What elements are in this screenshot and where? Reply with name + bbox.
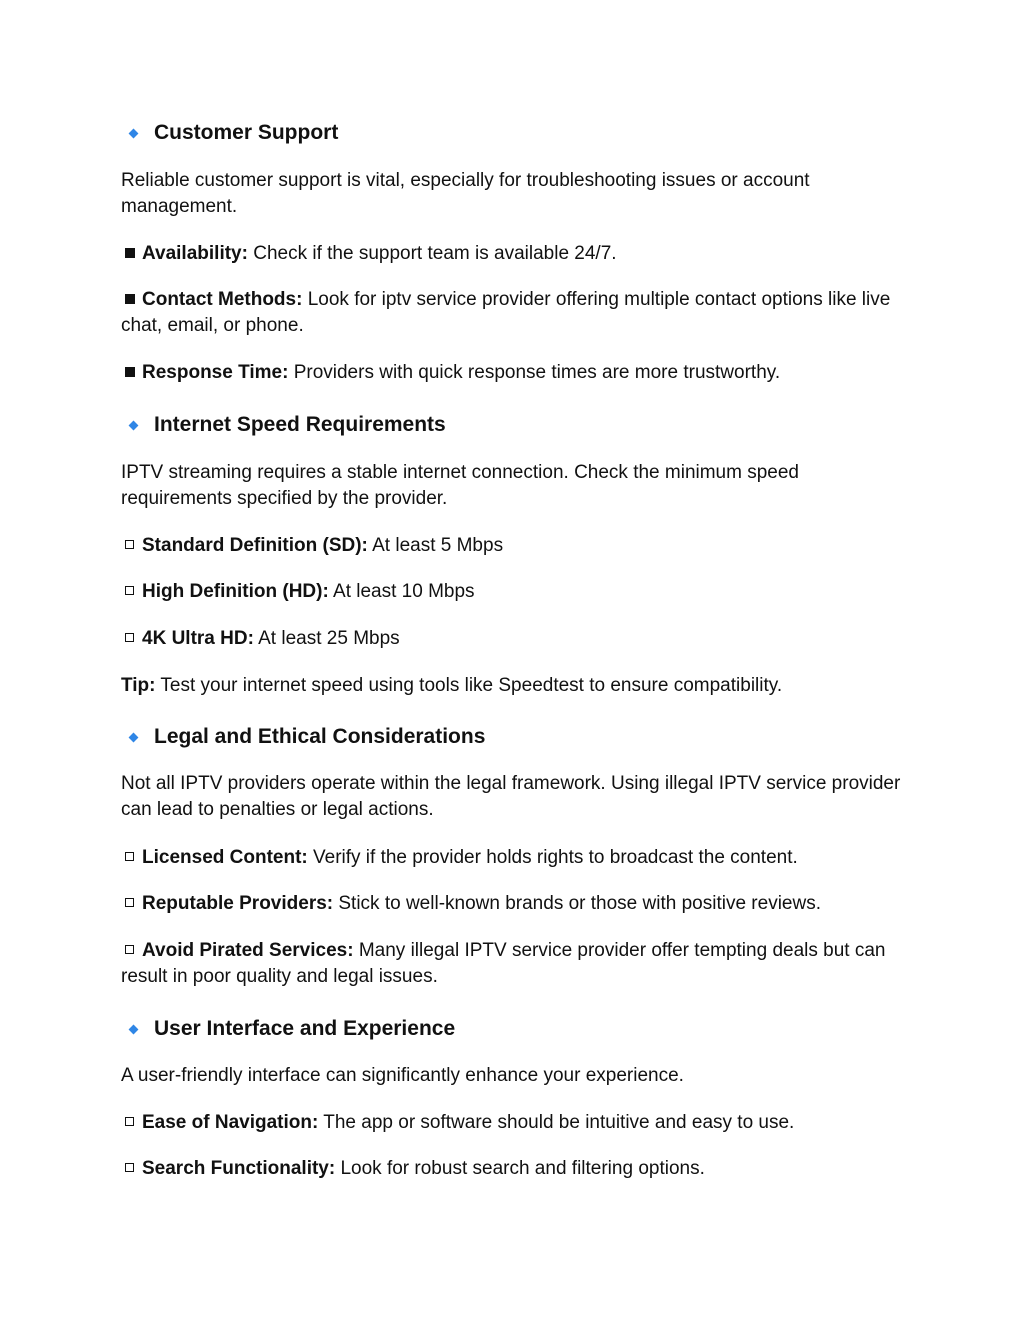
section-heading-customer-support — [128, 120, 918, 146]
diamond-icon — [129, 1024, 139, 1034]
list-item — [121, 626, 911, 652]
list-item — [121, 891, 911, 917]
item-label: Response Time: — [142, 362, 289, 383]
list-item — [121, 360, 911, 386]
list-item — [121, 287, 911, 339]
section-heading-internet-speed — [128, 412, 918, 438]
list-item — [121, 1156, 911, 1182]
heading-text: User Interface and Experience — [154, 1017, 456, 1040]
item-label: Ease of Navigation: — [142, 1112, 319, 1133]
item-text: Providers with quick response times are more trustworthy. — [288, 362, 781, 383]
list-item — [121, 579, 911, 605]
hollow-square-bullet-icon — [125, 633, 134, 642]
item-text: At least 5 Mbps — [367, 535, 504, 556]
item-label: Avoid Pirated Services: — [142, 940, 354, 961]
item-label: Search Functionality: — [142, 1158, 336, 1179]
hollow-square-bullet-icon — [125, 945, 134, 954]
section-intro: Reliable customer support is vital, especially for troubleshooting issues or account management. — [121, 170, 810, 217]
item-text: Check if the support team is available 24/7. — [247, 243, 617, 264]
list-item — [121, 938, 911, 990]
item-label: High Definition (HD): — [142, 581, 329, 602]
filled-square-bullet-icon — [125, 248, 135, 258]
item-label: 4K Ultra HD: — [142, 628, 254, 649]
list-item — [121, 533, 911, 559]
section-intro: Not all IPTV providers operate within the legal framework. Using illegal IPTV service provider can lead to penalties or legal actions. — [121, 773, 901, 820]
list-item — [121, 241, 911, 267]
item-text: The app or software should be intuitive and easy to use. — [318, 1112, 795, 1133]
item-label: Standard Definition (SD): — [142, 535, 368, 556]
hollow-square-bullet-icon — [125, 586, 134, 595]
hollow-square-bullet-icon — [125, 898, 134, 907]
hollow-square-bullet-icon — [125, 852, 134, 861]
diamond-icon — [129, 128, 139, 138]
heading-text: Legal and Ethical Considerations — [154, 725, 486, 748]
hollow-square-bullet-icon — [125, 1163, 134, 1172]
item-text: Stick to well-known brands or those with positive reviews. — [333, 893, 821, 914]
hollow-square-bullet-icon — [125, 540, 134, 549]
item-label: Reputable Providers: — [142, 893, 334, 914]
heading-text: Customer Support — [154, 121, 339, 144]
item-text: At least 10 Mbps — [328, 581, 475, 602]
item-label: Licensed Content: — [142, 847, 308, 868]
filled-square-bullet-icon — [125, 367, 135, 377]
item-text: Many illegal IPTV service provider offer tempting deals but can result in poor quality and legal issues. — [121, 940, 886, 987]
item-label: Availability: — [142, 243, 248, 264]
tip-label: Tip: — [121, 675, 156, 696]
section-intro: A user-friendly interface can significantly enhance your experience. — [121, 1065, 684, 1086]
item-text: Verify if the provider holds rights to broadcast the content. — [307, 847, 798, 868]
item-text: Look for robust search and filtering options. — [335, 1158, 705, 1179]
tip-text: Test your internet speed using tools like Speedtest to ensure compatibility. — [155, 675, 783, 696]
item-text: At least 25 Mbps — [253, 628, 400, 649]
item-label: Contact Methods: — [142, 289, 303, 310]
list-item — [121, 1110, 911, 1136]
tip-paragraph — [121, 673, 911, 699]
list-item — [121, 845, 911, 871]
filled-square-bullet-icon — [125, 294, 135, 304]
heading-text: Internet Speed Requirements — [154, 413, 446, 436]
diamond-icon — [129, 732, 139, 742]
hollow-square-bullet-icon — [125, 1117, 134, 1126]
diamond-icon — [129, 420, 139, 430]
item-text: Look for iptv service provider offering multiple contact options like live chat, email, or phone. — [121, 289, 891, 336]
section-intro: IPTV streaming requires a stable internet connection. Check the minimum speed requirements specified by the provider. — [121, 462, 799, 509]
section-heading-user-interface — [128, 1016, 918, 1042]
section-heading-legal-ethical — [128, 724, 918, 750]
